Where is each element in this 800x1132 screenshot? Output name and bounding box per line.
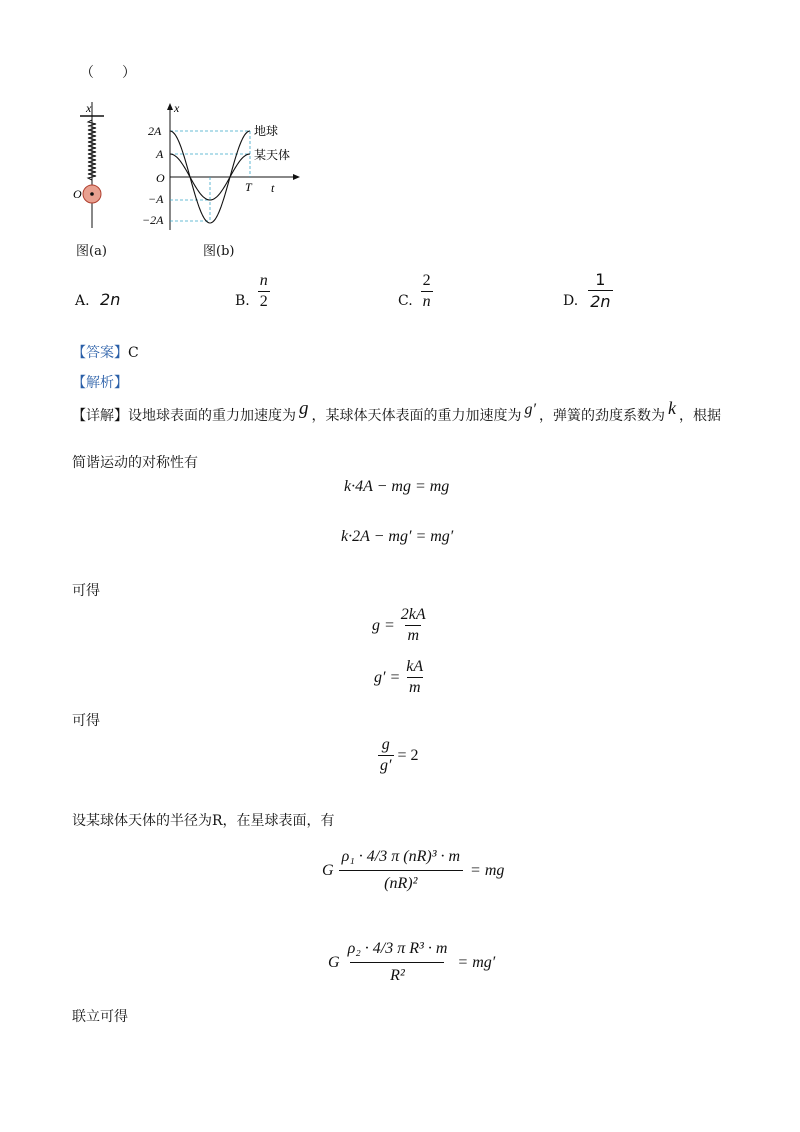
option-a[interactable] bbox=[75, 290, 120, 309]
series-label-body: 某天体 bbox=[254, 148, 291, 162]
option-b[interactable] bbox=[235, 272, 270, 311]
option-b-num: n bbox=[259, 272, 268, 289]
fig-a-axis-label: x bbox=[86, 101, 92, 115]
equation-grav2-G: G bbox=[328, 953, 340, 971]
option-b-fraction bbox=[258, 272, 270, 311]
option-b-letter: B. bbox=[235, 292, 250, 309]
equation-ratio-den: g′ bbox=[380, 757, 392, 774]
equation-ratio-rhs: = 2 bbox=[397, 746, 419, 764]
equation-g-fraction bbox=[399, 606, 428, 645]
tick-T: T bbox=[245, 180, 252, 194]
option-c-letter: C. bbox=[398, 292, 413, 309]
analysis-label: 【解析】 bbox=[72, 375, 128, 391]
detail-line-1 bbox=[72, 398, 721, 426]
answer-label: 【答案】 bbox=[72, 345, 128, 361]
answer-value: C bbox=[128, 345, 139, 361]
equation-ratio-num: g bbox=[381, 736, 390, 753]
answer-paren: （ ） bbox=[80, 65, 136, 81]
tick-O: O bbox=[156, 171, 165, 185]
detail-text-4: ，根据 bbox=[679, 408, 721, 424]
figure-b bbox=[138, 100, 308, 235]
kede-1: 可得 bbox=[72, 583, 100, 599]
equation-g-den: m bbox=[407, 627, 420, 644]
figure-a bbox=[68, 98, 118, 238]
fig-b-guides bbox=[170, 131, 250, 221]
ball-center-dot bbox=[90, 192, 94, 196]
equation-grav2-fraction bbox=[342, 940, 454, 985]
equation-gravity-1 bbox=[322, 848, 504, 893]
equation-gravity-2 bbox=[328, 940, 495, 985]
tick-neg-2A: −2A bbox=[142, 213, 164, 227]
equation-grav1-rhs: = mg bbox=[470, 861, 505, 879]
fig-a-caption: 图(a) bbox=[76, 244, 107, 259]
fig-a-origin-label: O bbox=[73, 187, 82, 201]
option-d-letter: D. bbox=[563, 292, 579, 309]
answer-line bbox=[72, 342, 139, 362]
equation-ratio bbox=[378, 736, 419, 775]
fig-b-y-label: x bbox=[174, 101, 180, 115]
symbol-g-prime: g′ bbox=[524, 401, 536, 418]
equation-g bbox=[372, 606, 428, 645]
equation-gp-fraction bbox=[404, 658, 425, 697]
option-d[interactable] bbox=[563, 270, 613, 311]
symbol-k: k bbox=[668, 398, 676, 418]
option-c-num: 2 bbox=[422, 272, 431, 289]
option-a-value: 2n bbox=[100, 290, 121, 309]
equation-grav2-den: R² bbox=[350, 962, 444, 985]
option-b-den: 2 bbox=[259, 293, 268, 310]
option-c[interactable] bbox=[398, 272, 433, 311]
detail-text-3: ，弹簧的劲度系数为 bbox=[539, 408, 665, 424]
equation-grav1-num: ρ₁ · 4/3 π (nR)³ · m bbox=[341, 848, 461, 865]
equation-gp-den: m bbox=[408, 679, 421, 696]
series-label-earth: 地球 bbox=[254, 124, 279, 138]
equation-g-num: 2kA bbox=[400, 606, 426, 623]
equation-1: k·4A − mg = mg bbox=[344, 478, 450, 495]
fig-b-y-arrow-icon bbox=[167, 103, 173, 110]
fig-b-x-label: t bbox=[271, 181, 275, 195]
equation-grav1-fraction bbox=[336, 848, 466, 893]
equation-grav2-rhs: = mg′ bbox=[457, 953, 496, 971]
spring-icon bbox=[88, 116, 96, 186]
fig-b-caption: 图(b) bbox=[203, 244, 235, 259]
option-d-fraction bbox=[588, 270, 612, 311]
kede-2: 可得 bbox=[72, 713, 100, 729]
option-d-num: 1 bbox=[595, 270, 606, 289]
equation-gp-num: kA bbox=[406, 658, 424, 675]
option-c-den: n bbox=[422, 293, 431, 310]
equation-ratio-fraction bbox=[378, 736, 394, 775]
equation-gp-lhs: g′ = bbox=[374, 668, 401, 686]
detail-text-1: 设地球表面的重力加速度为 bbox=[128, 408, 296, 424]
symbol-g: g bbox=[299, 398, 309, 419]
lianli-text: 联立可得 bbox=[72, 1009, 128, 1025]
equation-grav2-num: ρ₂ · 4/3 π R³ · m bbox=[347, 940, 448, 957]
tick-A: A bbox=[156, 147, 164, 161]
detail-text-2: ，某球体天体表面的重力加速度为 bbox=[311, 408, 522, 424]
equation-grav1-G: G bbox=[322, 861, 334, 879]
equation-g-lhs: g = bbox=[372, 616, 395, 634]
radius-text: 设某球体天体的半径为R，在星球表面，有 bbox=[72, 813, 335, 829]
option-d-den: 2n bbox=[590, 292, 611, 311]
option-c-fraction bbox=[421, 272, 433, 311]
tick-2A: 2A bbox=[148, 124, 162, 138]
fig-b-x-arrow-icon bbox=[293, 174, 300, 180]
option-a-letter: A. bbox=[75, 293, 90, 309]
detail-label: 【详解】 bbox=[72, 408, 128, 424]
tick-neg-A: −A bbox=[148, 192, 164, 206]
detail-line-2: 简谐运动的对称性有 bbox=[72, 455, 198, 471]
equation-g-prime bbox=[374, 658, 425, 697]
equation-grav1-den: (nR)² bbox=[339, 870, 463, 893]
equation-2: k·2A − mg′ = mg′ bbox=[341, 528, 454, 545]
